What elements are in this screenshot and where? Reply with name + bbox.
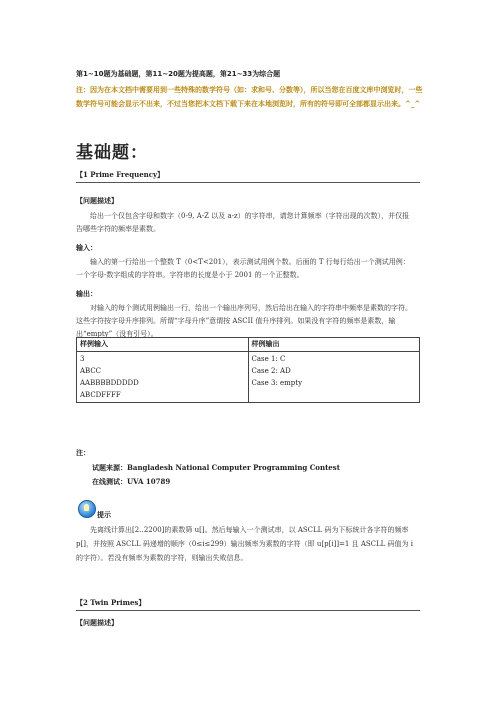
- problem-description: 给出一个仅包含字母和数字（0-9, A-Z 以及 a-z）的字符串，请您计算频率（字符出现的次数），并仅报告哪些字符的频率是素数。: [76, 212, 410, 233]
- input-label: 输入：: [76, 243, 97, 252]
- divider: [76, 610, 420, 611]
- hint-text: 先离线计算出[2‥2200]的素数筛 u[]。然后每输入一个测试串，以 ASCLL 码为下标统计各字符的频率 p[]，并按照 ASCLL 码递增的顺序（0≤i≤299）输出频率为素数的字符（即 u[p[i]]=1 且 ASCLL 码值为 i 的字符）。若没有频率为素数的字符，则输出失败信息。: [76, 526, 414, 562]
- divider: [76, 182, 420, 183]
- sample-input-line: 3: [80, 355, 85, 363]
- problem-2-title: 【2 Twin Primes】: [76, 598, 146, 607]
- hint-label: 提示: [97, 510, 111, 519]
- note-label: 注：: [76, 448, 90, 457]
- sample-input-line: ABCDFFFF: [80, 391, 121, 399]
- problem-description-label: 【问题描述】: [76, 618, 118, 627]
- sample-input-cell: [77, 352, 249, 403]
- display-note: 注：因为在本文档中需要用到一些特殊的数学符号（如：求和号、分数等），所以当您在百度文库中浏览时，一些数学符号可能会显示不出来，不过当您把本文档下载下来在本地浏览时，所有的符号即可全部都显示出来。^_^: [76, 86, 423, 108]
- sample-input-line: ABCC: [80, 367, 102, 375]
- problem-source: 试题来源：Bangladesh National Computer Programming Contest: [92, 463, 340, 472]
- intro-text: 第1~10题为基础题，第11~20题为提高题，第21~33为综合题: [76, 70, 281, 78]
- section-heading: 基础题：: [76, 143, 148, 163]
- sample-input-header: 样例输入: [77, 338, 249, 352]
- output-label: 输出：: [76, 289, 97, 298]
- problem-1-title: 【1 Prime Frequency】: [76, 170, 165, 179]
- sample-input-line: AABBBBDDDDD: [80, 379, 139, 387]
- problem-description-label: 【问题描述】: [76, 196, 118, 205]
- output-description: 对输入的每个测试用例输出一行，给出一个输出序列号，然后给出在输入的字符串中频率是素数的字符。这些字符按字母升序排列。所谓“字母升序”意谓按 ASCII 值升序排列。如果没有字符的频率是素数，输出“empty”（没有引号）。: [76, 304, 412, 338]
- sample-output-line: Case 3: empty: [251, 379, 303, 387]
- sample-table: [76, 337, 420, 403]
- sample-output-cell: [248, 352, 420, 403]
- lightbulb-icon: [78, 500, 96, 518]
- sample-output-line: Case 1: C: [251, 355, 286, 363]
- online-judge: 在线测试：UVA 10789: [92, 477, 171, 486]
- sample-output-line: Case 2: AD: [251, 367, 291, 375]
- input-description: 输入的第一行给出一个整数 T（0<T<201），表示测试用例个数。后面的 T 行每行给出一个测试用例：一个字母-数字组成的字符串。字符串的长度是小于 2001 的一个正整数。: [76, 258, 410, 279]
- sample-output-header: 样例输出: [248, 338, 420, 352]
